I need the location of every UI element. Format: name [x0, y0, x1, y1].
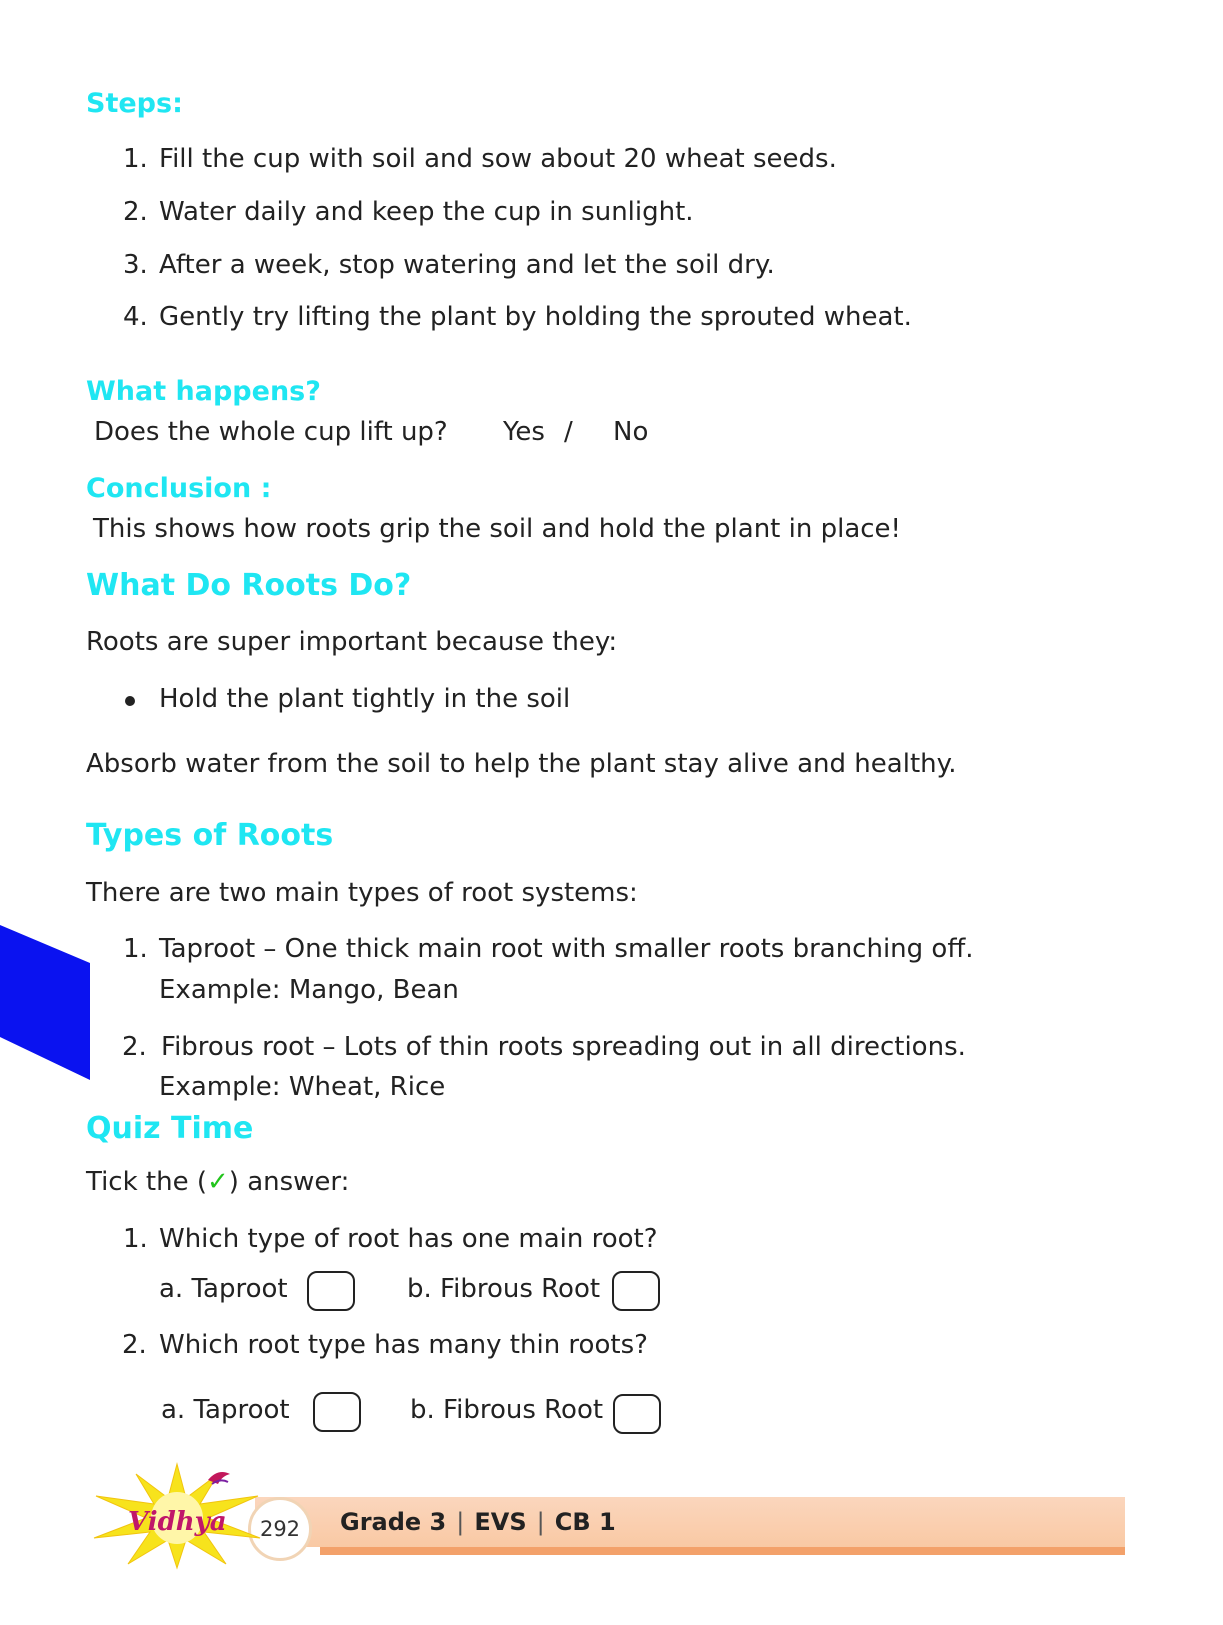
option-a-label: a. Taproot [159, 1274, 288, 1304]
quiz-question: Which root type has many thin roots? [159, 1330, 648, 1360]
quiz-question: Which type of root has one main root? [159, 1224, 658, 1254]
option-b-label: b. Fibrous Root [407, 1274, 601, 1304]
bullet-dot [125, 696, 135, 706]
conclusion-text: This shows how roots grip the soil and hold the plant in place! [93, 514, 901, 544]
roots-do-heading: What Do Roots Do? [86, 568, 412, 603]
step-number: 3. [123, 250, 148, 280]
type-example: Example: Wheat, Rice [159, 1072, 446, 1102]
option-b-label: b. Fibrous Root [410, 1395, 604, 1425]
page-number: 292 [259, 1517, 301, 1541]
roots-do-paragraph: Absorb water from the soil to help the plant stay alive and healthy. [86, 749, 957, 779]
step-text: Gently try lifting the plant by holding the sprouted wheat. [159, 302, 912, 332]
types-heading: Types of Roots [86, 818, 334, 853]
logo-text: Vidhya [128, 1507, 227, 1537]
side-tab-decoration [0, 925, 90, 1080]
footer-book: CB 1 [554, 1508, 616, 1536]
type-text: Fibrous root – Lots of thin roots spreading out in all directions. [161, 1032, 966, 1062]
answer-no[interactable]: No [613, 417, 649, 447]
option-a-checkbox[interactable] [313, 1392, 361, 1432]
quiz-number: 2. [122, 1330, 147, 1360]
footer-grade: Grade 3 [340, 1508, 447, 1536]
what-happens-question: Does the whole cup lift up? [94, 417, 448, 447]
steps-heading: Steps: [86, 88, 183, 119]
type-example: Example: Mango, Bean [159, 975, 459, 1005]
step-text: Water daily and keep the cup in sunlight. [159, 197, 694, 227]
step-number: 2. [123, 197, 148, 227]
instruction-start: Tick the ( [86, 1167, 207, 1197]
footer-separator: | [456, 1508, 465, 1536]
option-a-checkbox[interactable] [307, 1271, 355, 1311]
quiz-instruction [86, 1167, 349, 1197]
check-icon: ✓ [207, 1167, 229, 1197]
quiz-number: 1. [123, 1224, 148, 1254]
footer-line [320, 1547, 1125, 1555]
type-text: Taproot – One thick main root with smaller roots branching off. [159, 934, 974, 964]
type-number: 2. [122, 1032, 147, 1062]
option-a-label: a. Taproot [161, 1395, 290, 1425]
roots-do-bullet: Hold the plant tightly in the soil [159, 684, 571, 714]
step-text: Fill the cup with soil and sow about 20 wheat seeds. [159, 144, 837, 174]
answer-slash: / [564, 417, 573, 447]
types-intro: There are two main types of root systems: [86, 878, 638, 908]
vidhya-logo [88, 1460, 266, 1570]
footer-subject: EVS [474, 1508, 527, 1536]
option-b-checkbox[interactable] [613, 1394, 661, 1434]
what-happens-heading: What happens? [86, 376, 321, 407]
quiz-heading: Quiz Time [86, 1111, 254, 1146]
step-number: 4. [123, 302, 148, 332]
option-b-checkbox[interactable] [612, 1271, 660, 1311]
instruction-end: ) answer: [228, 1167, 350, 1197]
roots-do-intro: Roots are super important because they: [86, 627, 618, 657]
step-text: After a week, stop watering and let the soil dry. [159, 250, 775, 280]
footer-separator: | [536, 1508, 545, 1536]
answer-yes[interactable]: Yes [503, 417, 545, 447]
conclusion-heading: Conclusion : [86, 473, 272, 504]
step-number: 1. [123, 144, 148, 174]
footer-title [340, 1508, 616, 1536]
type-number: 1. [123, 934, 148, 964]
